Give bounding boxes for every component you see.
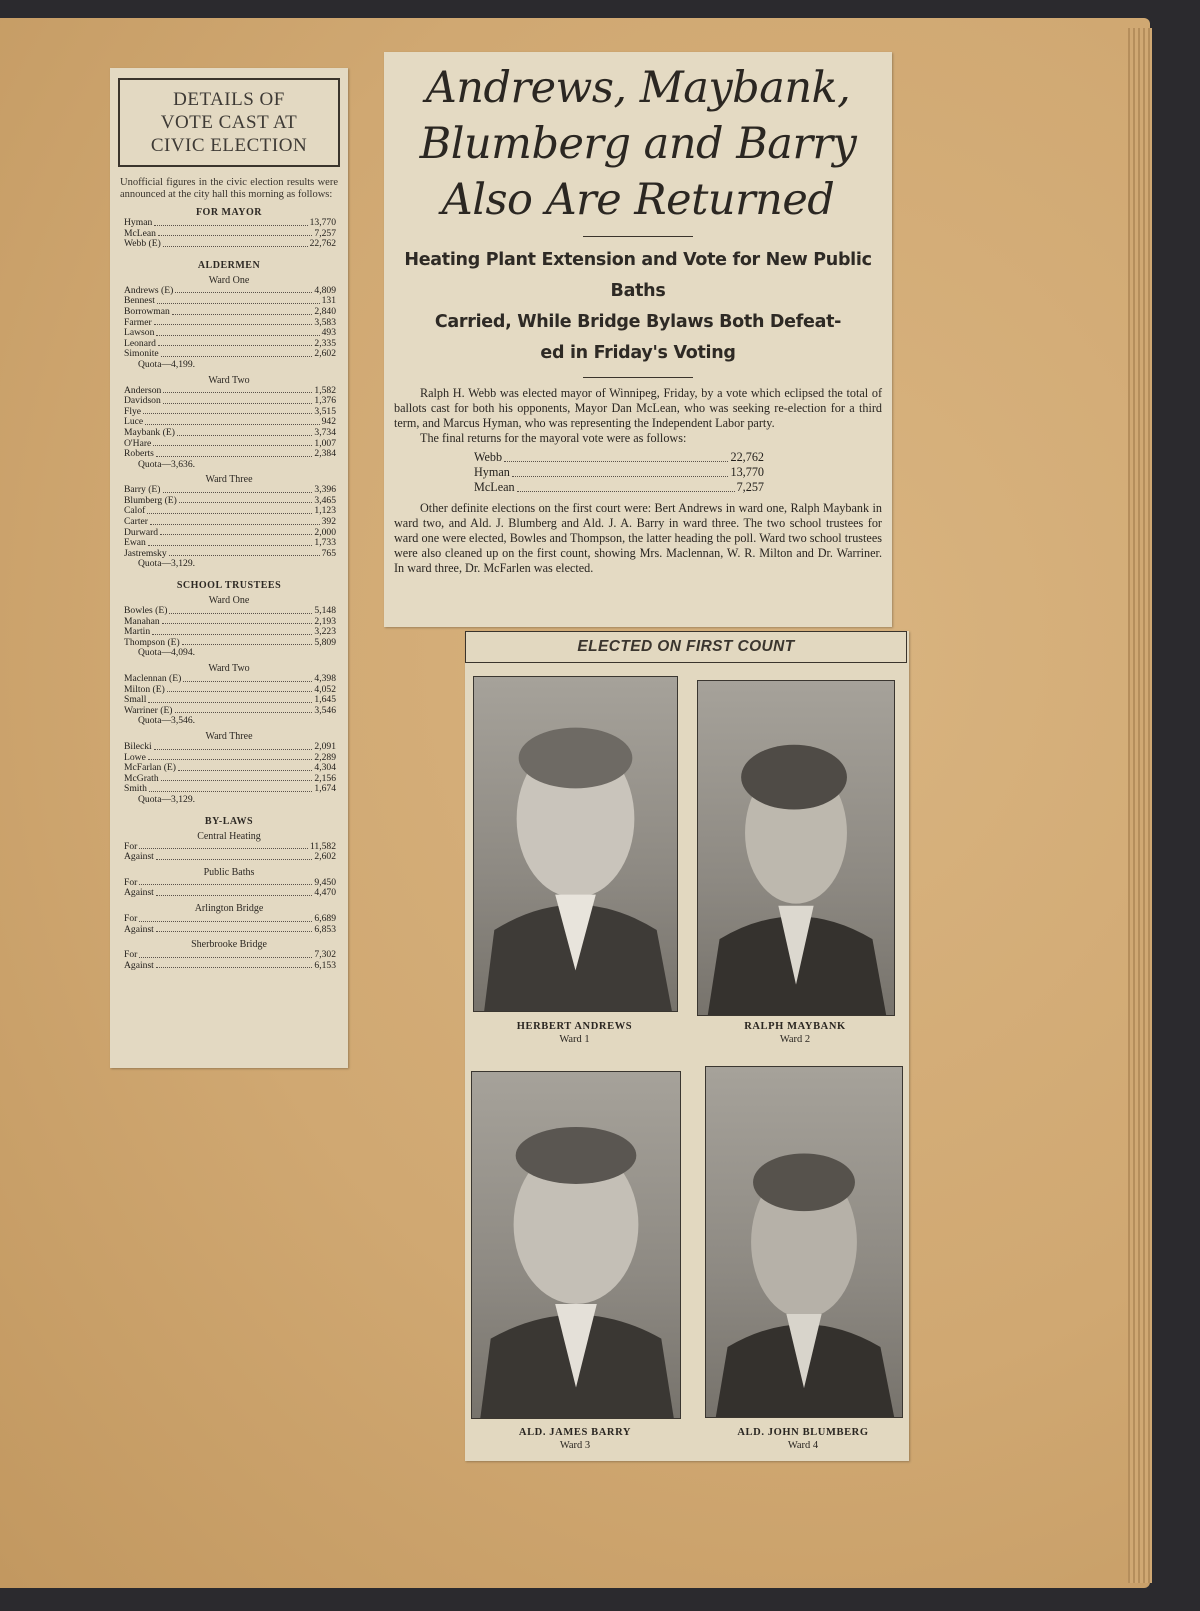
row-label: Carter	[124, 516, 148, 528]
quota-line: Quota—4,094.	[138, 647, 196, 659]
dot-leader	[148, 695, 312, 703]
dot-leader	[154, 218, 307, 226]
dot-leader	[147, 506, 312, 514]
row-label: Bilecki	[124, 740, 152, 752]
portrait-photo	[471, 1071, 681, 1419]
row-label: Flye	[124, 405, 142, 417]
row-label: McLean	[474, 480, 515, 494]
dot-leader	[169, 606, 312, 614]
row-value: 1,582	[314, 384, 336, 396]
article-paragraph: The final returns for the mayoral vote were as follows:	[420, 431, 687, 445]
row-value: 2,000	[314, 526, 336, 538]
result-row	[124, 961, 336, 972]
dot-leader	[163, 485, 313, 493]
row-value: 2,602	[314, 851, 336, 863]
row-label: Against	[124, 887, 154, 899]
dot-leader	[169, 549, 320, 557]
result-row	[124, 239, 336, 250]
row-label: Thompson (E)	[124, 636, 180, 648]
row-value: 6,853	[314, 923, 336, 935]
row-value: 3,223	[314, 626, 336, 638]
row-value: 1,123	[314, 505, 336, 517]
row-label: Blumberg (E)	[124, 494, 177, 506]
row-label: Bowles (E)	[124, 605, 168, 617]
row-label: Calof	[124, 505, 146, 517]
quota-line: Quota—3,636.	[138, 458, 196, 470]
photos-heading: ELECTED ON FIRST COUNT	[465, 631, 907, 663]
row-value: 22,762	[309, 238, 336, 250]
row-label: Maclennan (E)	[124, 673, 182, 684]
dot-leader	[177, 428, 313, 436]
result-row	[124, 396, 336, 407]
result-row	[124, 439, 336, 450]
section-title: BY-LAWS	[204, 815, 254, 827]
result-row	[124, 506, 336, 517]
row-value: 2,091	[314, 740, 336, 752]
result-row	[124, 774, 336, 785]
row-value: 7,257	[314, 227, 336, 239]
row-value: 2,156	[314, 772, 336, 784]
quota-line: Quota—3,129.	[138, 558, 196, 570]
deck-rule	[583, 377, 693, 378]
dot-leader	[183, 674, 312, 682]
vote-results-clipping	[110, 68, 348, 1068]
row-value: 1,645	[314, 694, 336, 706]
row-value: 1,733	[314, 537, 336, 549]
mayoral-returns	[474, 450, 764, 495]
dot-leader	[139, 950, 312, 958]
dot-leader	[156, 925, 313, 933]
dot-leader	[154, 742, 313, 750]
portrait-caption: RALPH MAYBANK Ward 2	[744, 1021, 846, 1045]
dot-leader	[172, 307, 313, 315]
article-body	[394, 386, 882, 576]
row-value: 4,809	[314, 284, 336, 296]
quota-line: Quota—3,129.	[138, 793, 196, 805]
result-row	[474, 480, 764, 495]
bylaw-heading: Arlington Bridge	[194, 902, 264, 914]
result-row	[124, 407, 336, 418]
section-title: ALDERMEN	[197, 259, 261, 271]
row-label: Barry (E)	[124, 484, 161, 496]
dot-leader	[517, 480, 735, 492]
portrait-caption: ALD. JOHN BLUMBERG Ward 4	[737, 1427, 869, 1451]
dot-leader	[162, 617, 313, 625]
dot-leader	[512, 465, 729, 477]
article-paragraph: Ralph H. Webb was elected mayor of Winnipeg, Friday, by a vote which eclipsed the total of ballots cast for both his opponents, Mayor Dan McLean, who was seeking re-election for a third term, and Marcus Hyman, who was representing the Independent Labor party.	[394, 386, 882, 430]
row-label: Luce	[124, 416, 144, 428]
ward-heading: Ward Two	[208, 663, 250, 674]
row-value: 1,007	[314, 437, 336, 449]
dot-leader	[178, 763, 312, 771]
quota-line: Quota—3,546.	[138, 715, 196, 727]
row-value: 3,546	[314, 704, 336, 716]
dot-leader	[163, 239, 308, 247]
row-value: 22,762	[730, 450, 764, 464]
dot-leader	[504, 450, 728, 462]
result-row	[124, 307, 336, 318]
row-label: McGrath	[124, 772, 159, 784]
row-label: Hyman	[474, 465, 510, 479]
row-label: Lowe	[124, 751, 146, 763]
elected-photos-clipping	[465, 631, 909, 1461]
row-value: 1,674	[314, 783, 336, 795]
row-value: 6,153	[314, 959, 336, 971]
row-value: 2,384	[314, 448, 336, 460]
dot-leader	[175, 706, 313, 714]
row-label: Durward	[124, 526, 159, 538]
result-row	[124, 685, 336, 696]
results-intro: Unofficial figures in the civic election results were announced at the city hall this morning as follows:	[120, 177, 338, 200]
dot-leader	[148, 753, 313, 761]
dot-leader	[156, 888, 313, 896]
dot-leader	[156, 328, 319, 336]
row-value: 4,304	[314, 762, 336, 774]
dot-leader	[139, 878, 312, 886]
row-value: 2,840	[314, 305, 336, 317]
row-label: Webb	[474, 450, 503, 464]
row-label: Against	[124, 923, 154, 935]
row-label: Smith	[124, 783, 147, 795]
headline-rule	[583, 236, 693, 237]
row-value: 392	[321, 516, 336, 528]
result-row	[124, 528, 336, 539]
section-title: SCHOOL TRUSTEES	[176, 580, 282, 592]
dot-leader	[167, 685, 313, 693]
result-row	[124, 742, 336, 753]
article-paragraph: Other definite elections on the first court were: Bert Andrews in ward one, Ralph Maybank in ward two, and Ald. J. Blumberg and Ald. J. A. Barry in ward three. The two school trustees for ward one were elected, Bowles and Thompson, the latter heading the poll. Ward two school trustees were also cleaned up on the first count, showing Mrs. Maclennan, W. R. Milton and Dr. Warriner. In ward three, Dr. McFarlen was elected.	[394, 501, 882, 575]
page-edges	[1128, 28, 1152, 1583]
results-body	[110, 207, 348, 971]
dot-leader	[163, 386, 312, 394]
ward-heading: Ward Two	[208, 374, 250, 386]
ward-heading: Ward One	[208, 595, 250, 607]
result-row	[124, 925, 336, 936]
result-row	[124, 428, 336, 439]
row-value: 4,470	[314, 887, 336, 899]
result-row	[474, 465, 764, 480]
quota-line: Quota—4,199.	[138, 358, 196, 370]
dot-leader	[152, 627, 312, 635]
headline-article-clipping	[384, 52, 892, 627]
result-row	[124, 218, 336, 229]
row-value: 13,770	[309, 217, 336, 228]
row-label: Ewan	[124, 537, 146, 549]
row-label: Simonite	[124, 348, 159, 360]
row-label: McLean	[124, 227, 156, 239]
row-value: 942	[321, 416, 336, 428]
row-label: Roberts	[124, 448, 154, 460]
row-value: 4,052	[314, 683, 336, 695]
result-row	[124, 888, 336, 899]
result-row	[124, 674, 336, 685]
dot-leader	[139, 914, 312, 922]
row-label: Small	[124, 694, 147, 706]
dot-leader	[156, 852, 313, 860]
row-value: 2,289	[314, 751, 336, 763]
dot-leader	[139, 842, 308, 850]
row-label: For	[124, 840, 138, 852]
result-row	[124, 617, 336, 628]
dot-leader	[150, 517, 320, 525]
dot-leader	[179, 496, 313, 504]
row-value: 5,148	[314, 605, 336, 617]
row-label: Against	[124, 959, 154, 971]
row-value: 6,689	[314, 912, 336, 924]
dot-leader	[154, 318, 313, 326]
row-value: 5,809	[314, 636, 336, 648]
result-row	[124, 878, 336, 889]
results-heading: DETAILS OF VOTE CAST AT CIVIC ELECTION	[118, 78, 340, 167]
bylaw-heading: Sherbrooke Bridge	[191, 939, 267, 951]
row-value: 2,335	[314, 337, 336, 349]
row-label: Warriner (E)	[124, 704, 173, 716]
row-value: 131	[321, 295, 336, 307]
row-value: 4,398	[314, 673, 336, 684]
row-value: 493	[321, 327, 336, 339]
dot-leader	[158, 229, 312, 237]
ward-heading: Ward Three	[205, 730, 253, 742]
result-row	[124, 318, 336, 329]
result-row	[124, 914, 336, 925]
dot-leader	[161, 774, 313, 782]
row-label: Martin	[124, 626, 151, 638]
row-label: Anderson	[124, 384, 162, 396]
dot-leader	[160, 528, 312, 536]
result-row	[474, 450, 764, 465]
bylaw-heading: Public Baths	[203, 866, 255, 878]
row-label: Milton (E)	[124, 683, 165, 695]
row-label: Andrews (E)	[124, 284, 174, 296]
result-row	[124, 852, 336, 863]
row-value: 11,582	[309, 840, 336, 852]
dot-leader	[156, 961, 313, 969]
bylaw-heading: Central Heating	[197, 830, 261, 842]
row-label: Webb (E)	[124, 238, 161, 250]
portrait-caption: HERBERT ANDREWS Ward 1	[516, 1021, 633, 1045]
row-value: 7,302	[314, 949, 336, 961]
row-value: 1,376	[314, 395, 336, 407]
dot-leader	[163, 396, 313, 404]
result-row	[124, 950, 336, 961]
row-label: Jastremsky	[124, 547, 167, 559]
portrait-photo	[473, 676, 678, 1012]
article-headline: Andrews, Maybank, Blumberg and Barry Also Are Returned	[419, 63, 857, 225]
article-deck: Heating Plant Extension and Vote for New Public Baths Carried, While Bridge Bylaws Both Defeat- ed in Friday's Voting	[404, 250, 872, 363]
dot-leader	[148, 538, 313, 546]
row-label: For	[124, 876, 138, 888]
row-value: 3,396	[314, 484, 336, 496]
row-label: For	[124, 949, 138, 961]
row-value: 3,583	[314, 316, 336, 328]
dot-leader	[145, 417, 319, 425]
portrait-photo	[697, 680, 895, 1016]
row-value: 2,193	[314, 615, 336, 627]
ward-heading: Ward One	[208, 274, 250, 286]
section-title: FOR MAYOR	[195, 207, 263, 218]
row-value: 2,602	[314, 348, 336, 360]
row-label: Bennest	[124, 295, 155, 307]
row-label: Hyman	[124, 217, 153, 228]
dot-leader	[149, 784, 312, 792]
row-label: Farmer	[124, 316, 152, 328]
dot-leader	[143, 407, 312, 415]
row-label: Davidson	[124, 395, 161, 407]
row-value: 3,734	[314, 426, 336, 438]
row-label: Borrowman	[124, 305, 170, 317]
dot-leader	[156, 449, 313, 457]
row-value: 3,515	[314, 405, 336, 417]
row-label: For	[124, 912, 138, 924]
portrait-caption: ALD. JAMES BARRY Ward 3	[518, 1427, 632, 1451]
result-row	[124, 286, 336, 297]
row-label: Maybank (E)	[124, 426, 175, 438]
dot-leader	[157, 296, 320, 304]
row-value: 765	[321, 547, 336, 559]
row-label: Leonard	[124, 337, 156, 349]
row-label: McFarlan (E)	[124, 762, 176, 774]
portrait-photo	[705, 1066, 903, 1418]
row-label: Lawson	[124, 327, 155, 339]
dot-leader	[161, 349, 313, 357]
dot-leader	[182, 638, 313, 646]
row-label: Against	[124, 851, 154, 863]
result-row	[124, 496, 336, 507]
row-value: 9,450	[314, 876, 336, 888]
result-row	[124, 842, 336, 853]
ward-heading: Ward Three	[205, 474, 253, 486]
row-value: 7,257	[736, 480, 764, 494]
dot-leader	[153, 439, 312, 447]
dot-leader	[175, 286, 312, 294]
row-value: 13,770	[730, 465, 764, 479]
row-value: 3,465	[314, 494, 336, 506]
row-label: O'Hare	[124, 437, 152, 449]
dot-leader	[158, 339, 312, 347]
row-label: Manahan	[124, 615, 160, 627]
